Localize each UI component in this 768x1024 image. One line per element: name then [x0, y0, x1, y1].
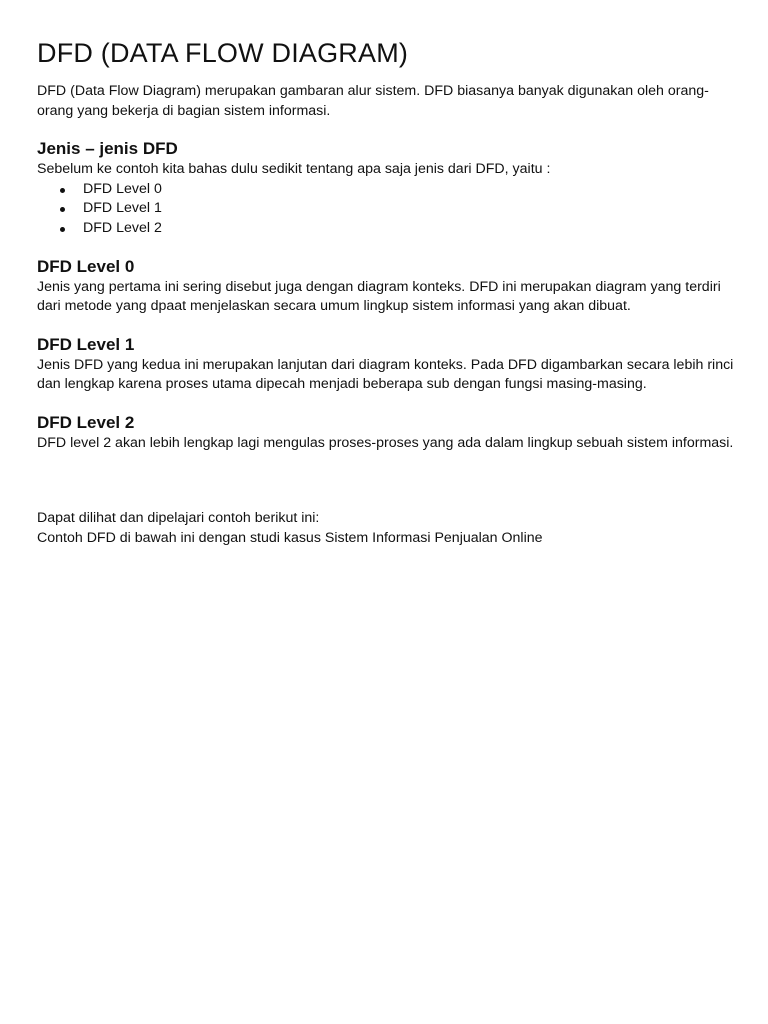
list-item-label: DFD Level 0 [83, 180, 162, 197]
level1-section [37, 334, 737, 395]
types-paragraph: Sebelum ke contoh kita bahas dulu sedikit tentang apa saja jenis dari DFD, yaitu : [37, 161, 551, 177]
types-heading: Jenis – jenis DFD [37, 139, 178, 158]
level2-paragraph: DFD level 2 akan lebih lengkap lagi mengulas proses-proses yang ada dalam lingkup sebuah sistem informasi. [37, 434, 734, 451]
level1-paragraph: Jenis DFD yang kedua ini merupakan lanjutan dari diagram konteks. Pada DFD digambarkan secara lebih rinci dan lengkap karena proses utama dipecah menjadi beberapa sub dengan fungsi masing-masing. [37, 356, 734, 393]
closing-block [37, 509, 737, 548]
level1-heading: DFD Level 1 [37, 334, 135, 354]
list-item-label: DFD Level 2 [83, 220, 162, 237]
level2-section [37, 412, 737, 454]
level2-heading: DFD Level 2 [37, 412, 135, 432]
level0-paragraph: Jenis yang pertama ini sering disebut juga dengan diagram konteks. DFD ini merupakan diagram yang terdiri dari metode yang dpaat menjelaskan secara umum lingkup sistem informasi yang akan dibuat. [37, 278, 721, 315]
types-section [37, 138, 737, 239]
level0-section [37, 256, 737, 317]
document-title: DFD (DATA FLOW DIAGRAM) [37, 38, 409, 68]
bullet-icon [60, 188, 65, 193]
bullet-icon [60, 207, 65, 212]
document-page [37, 36, 737, 548]
bullet-icon [60, 227, 65, 232]
types-list [37, 180, 737, 239]
level0-heading: DFD Level 0 [37, 256, 135, 276]
list-item [37, 199, 737, 219]
closing-line-1: Dapat dilihat dan dipelajari contoh berikut ini: [37, 510, 320, 527]
list-item [37, 180, 737, 200]
list-item [37, 219, 737, 239]
closing-line-2: Contoh DFD di bawah ini dengan studi kasus Sistem Informasi Penjualan Online [37, 529, 543, 546]
intro-paragraph: DFD (Data Flow Diagram) merupakan gambaran alur sistem. DFD biasanya banyak digunakan oleh orang-orang yang bekerja di bagian sistem informasi. [37, 83, 709, 119]
list-item-label: DFD Level 1 [83, 200, 162, 217]
